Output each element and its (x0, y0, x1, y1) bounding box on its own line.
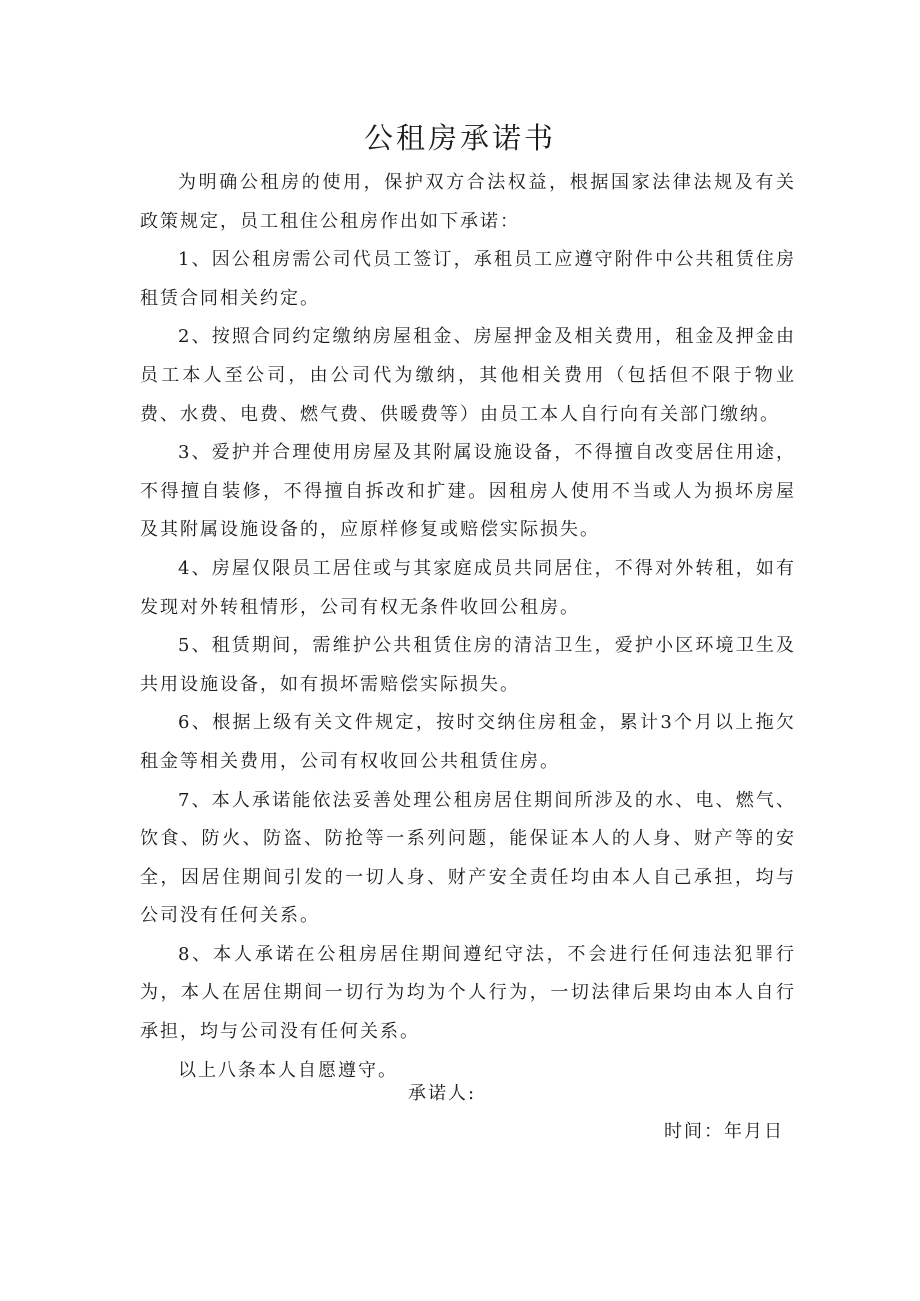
intro-paragraph: 为明确公租房的使用，保护双方合法权益，根据国家法律法规及有关政策规定，员工租住公租房作出如下承诺： (140, 172, 796, 232)
clause-3: 3、爱护并合理使用房屋及其附属设施设备，不得擅自改变居住用途，不得擅自装修，不得擅自拆改和扩建。因租房人使用不当或人为损坏房屋及其附属设施设备的，应原样修复或赔偿实际损失。 (140, 442, 796, 541)
clause-2: 2、按照合同约定缴纳房屋租金、房屋押金及相关费用，租金及押金由员工本人至公司，由公司代为缴纳，其他相关费用（包括但不限于物业费、水费、电费、燃气费、供暖费等）由员工本人自行向有关部门缴纳。 (140, 326, 796, 425)
clause-8: 8、本人承诺在公租房居住期间遵纪守法，不会进行任何违法犯罪行为，本人在居住期间一切行为均为个人行为，一切法律后果均由本人自行承担，均与公司没有任何关系。 (140, 943, 796, 1043)
date-line: 时间：年月日 (664, 1121, 784, 1142)
clause-6: 6、根据上级有关文件规定，按时交纳住房租金，累计3个月以上拖欠租金等相关费用，公司有权收回公共租赁住房。 (140, 712, 796, 772)
clause-5: 5、租赁期间，需维护公共租赁住房的清洁卫生，爱护小区环境卫生及共用设施设备，如有损坏需赔偿实际损失。 (140, 635, 796, 695)
document-body (140, 164, 796, 1090)
clause-7: 7、本人承诺能依法妥善处理公租房居住期间所涉及的水、电、燃气、饮食、防火、防盗、防抢等一系列问题，能保证本人的人身、财产等的安全，因居住期间引发的一切人身、财产安全责任均由本人自己承担，均与公司没有任何关系。 (140, 789, 796, 927)
clause-4: 4、房屋仅限员工居住或与其家庭成员共同居住，不得对外转租，如有发现对外转租情形，公司有权无条件收回公租房。 (140, 557, 796, 618)
clause-1: 1、因公租房需公司代员工签订，承租员工应遵守附件中公共租赁住房租赁合同相关约定。 (140, 249, 796, 309)
signer-label: 承诺人: (407, 1083, 477, 1104)
signer-line (0, 1075, 920, 1113)
document-title: 公租房承诺书 (363, 121, 556, 155)
closing-paragraph: 以上八条本人自愿遵守。 (178, 1059, 398, 1081)
